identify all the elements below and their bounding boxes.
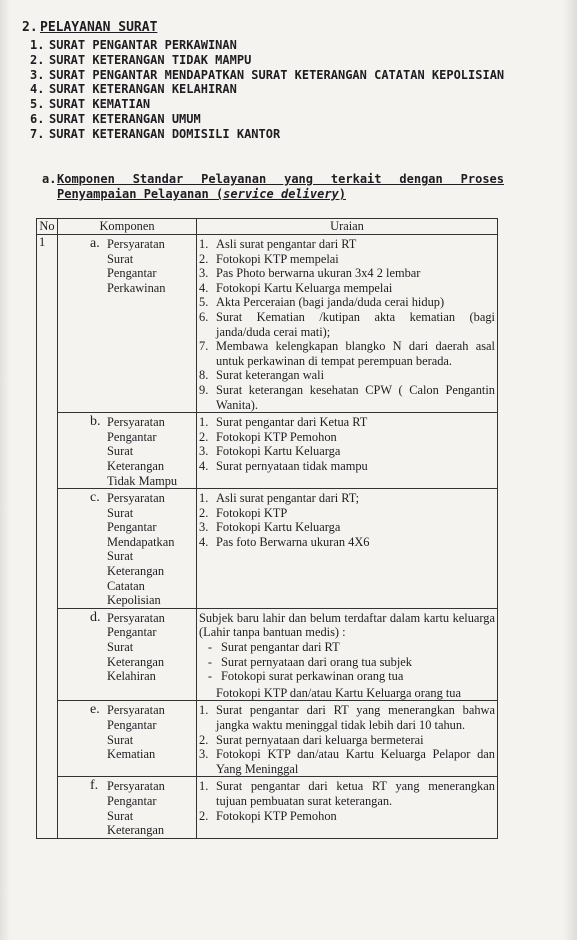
komponen-name-line: Catatan [107,578,145,593]
uraian-cell [197,489,498,609]
uraian-item-number: - [207,669,213,684]
uraian-item-text: Surat keterangan kesehatan CPW ( Calon Pengantin Wanita). [216,382,495,412]
uraian-item [199,252,495,267]
uraian-item-number: 4. [199,280,209,295]
service-text: SURAT PENGANTAR MENDAPATKAN SURAT KETERANGAN CATATAN KEPOLISIAN [49,67,505,82]
komponen-name-line: Surat [107,549,134,564]
komponen-name [107,611,194,684]
uraian-item-number: 2. [199,505,209,520]
komponen-name-line: Pengantar [107,793,157,808]
components-table [36,218,498,839]
uraian-item-text: Fotokopi Kartu Keluarga mempelai [216,280,393,295]
uraian-item-number: 1. [199,703,209,718]
uraian-item [199,655,495,670]
service-list-item [30,38,510,53]
komponen-name-line: Pengantar [107,429,157,444]
komponen-cell [58,413,197,489]
uraian-item [199,703,495,732]
uraian-item-text: Surat pernyataan dari orang tua subjek [221,654,412,669]
service-text: SURAT KETERANGAN KELAHIRAN [49,82,237,97]
uraian-item-number: 1. [199,415,209,430]
uraian-item [199,640,495,655]
uraian-cell [197,701,498,777]
service-number: 1. [30,38,45,52]
uraian-item [199,281,495,296]
uraian-item-text: Asli surat pengantar dari RT [216,237,357,251]
uraian-item [199,368,495,383]
komponen-block [60,413,194,488]
komponen-name-line: Pengantar [107,625,157,640]
uraian-cell [197,608,498,701]
service-list-item [30,82,510,97]
service-number: 6. [30,111,45,126]
uraian-cell [197,777,498,838]
komponen-name-line: Persyaratan [107,491,165,506]
komponen-name-line: Kematian [107,747,156,762]
subheading-line-2-prefix: Penyampaian Pelayanan ( [57,187,224,201]
uraian-item-text: Surat pengantar dari RT [221,640,340,655]
service-list [30,38,510,142]
uraian-item-text: Fotokopi KTP Pemohon [216,429,337,444]
header-komponen: Komponen [58,219,197,235]
komponen-cell [58,777,197,838]
komponen-name-line: Pengantar [107,520,157,535]
page-edge-shadow-left [0,0,10,940]
uraian-item-number: 1. [199,779,209,794]
uraian-item-text: Fotokopi Kartu Keluarga [216,520,341,535]
uraian-item [199,506,495,521]
komponen-name-line: Surat [107,251,134,266]
uraian-item-number: 2. [199,429,209,444]
uraian-cell [197,235,498,413]
uraian-item-number: 2. [199,808,209,823]
service-text: SURAT PENGANTAR PERKAWINAN [49,38,237,52]
uraian-item [199,339,495,368]
komponen-letter: a. [90,236,100,251]
uraian-item-number: 7. [199,339,209,354]
uraian-item-text: Surat Kematian /kutipan akta kematian (bagi janda/duda cerai mati); [216,309,495,339]
uraian-item-text: Fotokopi KTP Pemohon [216,808,337,823]
uraian-item [199,237,495,252]
uraian-item [199,430,495,445]
komponen-name-line: Kepolisian [107,593,161,608]
komponen-letter: e. [90,702,100,718]
uraian-list [199,489,495,549]
uraian-item [199,383,495,412]
subheading-line-2 [57,187,346,202]
uraian-item [199,415,495,430]
uraian-item [199,669,495,684]
service-text: SURAT KETERANGAN DOMISILI KANTOR [49,126,281,141]
row-number-cell [37,235,58,839]
uraian-item-number: - [207,654,213,669]
komponen-letter: b. [90,414,101,430]
section-title-text: PELAYANAN SURAT [40,20,158,35]
komponen-letter: f. [90,778,99,794]
komponen-name-line: Persyaratan [107,779,165,794]
subheading-line-2-italic: service delivery [223,187,339,201]
service-number: 4. [30,82,45,97]
table-row [37,608,498,701]
service-number: 3. [30,67,45,82]
service-text: SURAT KETERANGAN TIDAK MAMPU [49,52,252,67]
komponen-block [60,489,194,608]
uraian-intro: Subjek baru lahir dan belum terdaftar dalam kartu keluarga (Lahir tanpa bantuan medis) : [199,610,495,640]
uraian-item-number: 4. [199,458,209,473]
table-row [37,413,498,489]
uraian-item [199,266,495,281]
komponen-letter: d. [90,609,101,625]
uraian-list [199,777,495,823]
uraian-item [199,733,495,748]
uraian-item-text: Asli surat pengantar dari RT; [216,491,360,506]
uraian-list [199,640,495,684]
header-no: No [37,219,58,235]
komponen-letter: c. [90,490,100,506]
service-list-item [30,68,510,83]
uraian-item-number: 3. [199,520,209,535]
komponen-name-line: Persyaratan [107,610,165,625]
komponen-name-line: Pengantar [107,718,157,732]
uraian-item-number: 4. [199,534,209,549]
uraian-item [199,747,495,776]
uraian-item-number: 6. [199,309,209,324]
uraian-item-number: 3. [199,747,209,762]
komponen-name-line: Surat [107,640,134,655]
uraian-item-text: Fotokopi Kartu Keluarga [216,444,341,459]
service-list-item [30,127,510,142]
uraian-item-number: 1. [199,237,209,251]
uraian-item-text: Pas foto Berwarna ukuran 4X6 [216,534,370,549]
uraian-list [199,701,495,776]
uraian-item-number: 1. [199,491,209,506]
header-uraian: Uraian [197,219,498,235]
uraian-item-text: Membawa kelengkapan blangko N dari daerah asal untuk perkawinan di tempat perempuan berada. [216,339,495,368]
subheading-marker: a. [42,172,57,186]
komponen-name-line: Keterangan [107,458,165,473]
uraian-item [199,491,495,506]
service-text: SURAT KEMATIAN [49,97,151,112]
uraian-cell [197,413,498,489]
service-text: SURAT KETERANGAN UMUM [49,111,201,126]
uraian-item-text: Surat pengantar dari ketua RT yang menerangkan tujuan pembuatan surat keterangan. [216,779,495,808]
section-number: 2. [22,20,38,35]
table-row [37,489,498,609]
uraian-item [199,444,495,459]
komponen-name-line: Pengantar [107,266,157,281]
uraian-item [199,295,495,310]
subheading-line-2-suffix: ) [338,187,346,201]
komponen-name-line: Persyaratan [107,237,165,251]
section-title [22,20,157,35]
uraian-item-text: Surat pengantar dari Ketua RT [216,415,368,430]
uraian-item-number: 3. [199,444,209,459]
uraian-item-text: Fotokopi KTP [216,505,288,520]
komponen-cell [58,235,197,413]
uraian-item-text: Pas Photo berwarna ukuran 3x4 2 lembar [216,266,421,281]
komponen-name-line: Surat [107,444,134,459]
komponen-name-line: Keterangan [107,823,165,838]
uraian-item-text: Surat pernyataan tidak mampu [216,458,368,473]
uraian-item [199,779,495,808]
komponen-name-line: Keterangan [107,564,165,579]
table-row [37,777,498,838]
uraian-item [199,535,495,550]
uraian-item-text: Akta Perceraian (bagi janda/duda cerai hidup) [216,295,445,310]
service-number: 5. [30,97,45,112]
uraian-item [199,310,495,339]
uraian-item-number: 2. [199,732,209,747]
uraian-item-number: 2. [199,251,209,266]
uraian-item [199,520,495,535]
page-edge-shadow-right [563,0,577,940]
table-row [37,235,498,413]
uraian-item-text: Fotokopi surat perkawinan orang tua [221,669,404,684]
uraian-item-text: Surat pengantar dari RT yang menerangkan bahwa jangka waktu meninggal tidak lebih dari 10 tahun. [216,703,495,732]
uraian-list [199,413,495,473]
service-number: 7. [30,126,45,141]
komponen-name [107,703,194,761]
uraian-list [199,235,495,412]
table-row [37,701,498,777]
komponen-name-line: Surat [107,732,134,747]
uraian-item-number: 5. [199,295,209,310]
komponen-name-line: Surat [107,808,134,823]
komponen-name-line: Keterangan [107,654,165,669]
uraian-item [199,809,495,824]
komponen-name-line: Persyaratan [107,415,165,430]
service-list-item [30,112,510,127]
service-list-item [30,53,510,68]
uraian-item-text: Surat keterangan wali [216,368,325,383]
service-number: 2. [30,52,45,67]
komponen-name [107,415,194,488]
uraian-item-text: Fotokopi KTP mempelai [216,251,339,266]
komponen-name [107,779,194,837]
komponen-cell [58,701,197,777]
table-body [37,235,498,839]
uraian-item [199,459,495,474]
table-header-row [37,219,498,235]
komponen-name-line: Perkawinan [107,280,166,295]
komponen-name-line: Persyaratan [107,703,165,718]
uraian-item-text: Fotokopi KTP dan/atau Kartu Keluarga Pelapor dan Yang Meninggal [216,747,495,776]
komponen-block [60,235,194,295]
uraian-item-number: 3. [199,266,209,281]
komponen-block [60,701,194,761]
row-number: 1 [39,235,46,249]
komponen-cell [58,489,197,609]
subheading-line-1: Komponen Standar Pelayanan yang terkait dengan Proses [57,172,504,186]
komponen-name [107,237,194,295]
komponen-name-line: Tidak Mampu [107,473,178,488]
komponen-block [60,777,194,837]
komponen-name [107,491,194,608]
uraian-item-number: 8. [199,368,209,383]
komponen-cell [58,608,197,701]
uraian-outro: Fotokopi KTP dan/atau Kartu Keluarga orang tua [216,685,461,700]
uraian-item-text: Surat pernyataan dari keluarga bermeterai [216,732,424,747]
uraian-item-number: - [207,640,213,655]
komponen-name-line: Kelahiran [107,669,156,684]
komponen-block [60,609,194,684]
service-list-item [30,97,510,112]
uraian-item-number: 9. [199,382,209,397]
komponen-name-line: Mendapatkan [107,534,175,549]
komponen-name-line: Surat [107,505,134,520]
